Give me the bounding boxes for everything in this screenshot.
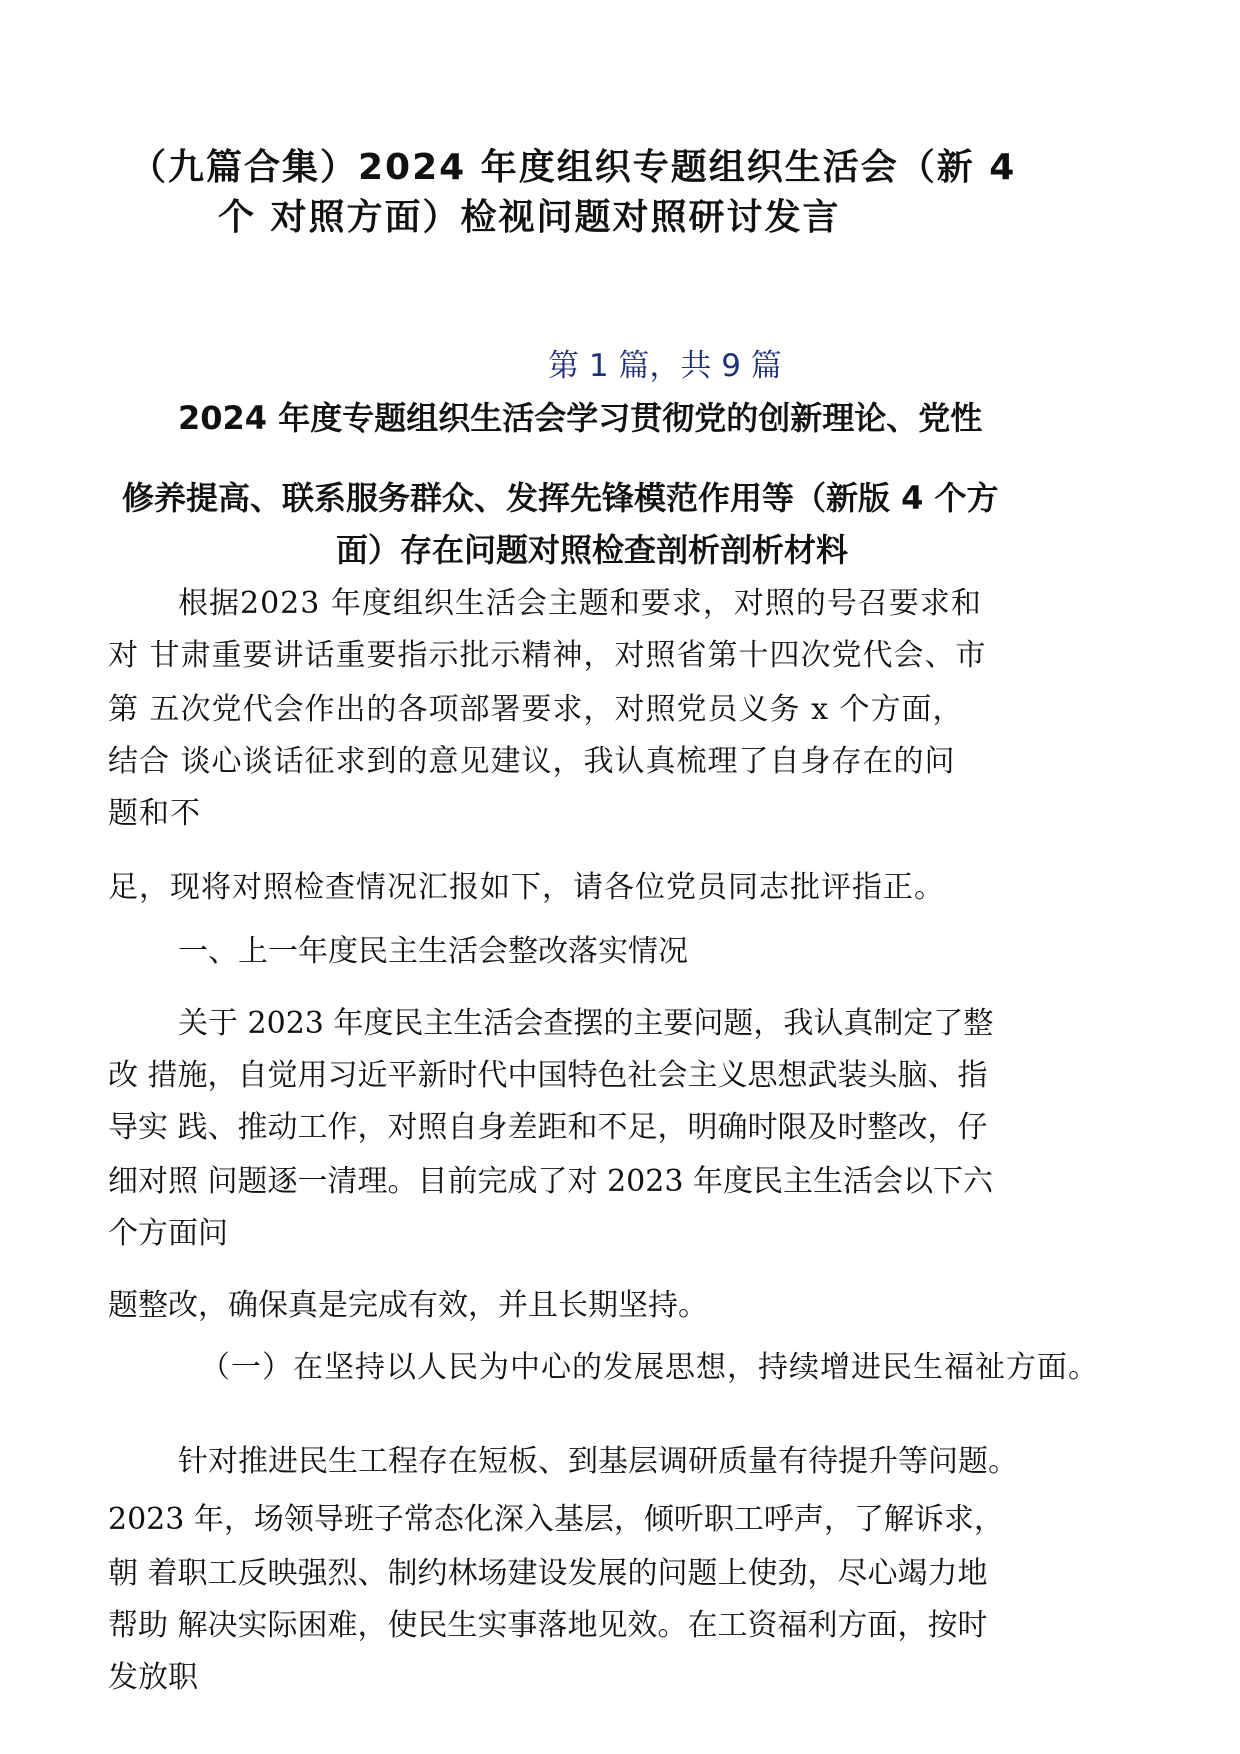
subtitle-line-2: 修养提高、联系服务群众、发挥先锋模范作用等（新版 4 个方 bbox=[122, 479, 999, 517]
paragraph-2-line-3: 导实 践、推动工作，对照自身差距和不足，明确时限及时整改，仔 bbox=[108, 1110, 988, 1145]
paragraph-3-line-5: 发放职 bbox=[108, 1660, 198, 1695]
paragraph-3-line-3: 朝 着职工反映强烈、制约林场建设发展的问题上使劲，尽心竭力地 bbox=[108, 1556, 988, 1591]
heading-1: 一、上一年度民主生活会整改落实情况 bbox=[178, 934, 688, 969]
paragraph-1-line-4: 结合 谈心谈话征求到的意见建议，我认真梳理了自身存在的问 bbox=[108, 744, 956, 779]
paragraph-1-line-2: 对 甘肃重要讲话重要指示批示精神，对照省第十四次党代会、市 bbox=[108, 638, 987, 673]
paragraph-1-line-6: 足，现将对照检查情况汇报如下，请各位党员同志批评指正。 bbox=[108, 870, 945, 905]
paragraph-2-line-2: 改 措施，自觉用习近平新时代中国特色社会主义思想武装头脑、指 bbox=[108, 1058, 988, 1093]
paragraph-2-line-6: 题整改，确保真是完成有效，并且长期坚持。 bbox=[108, 1288, 708, 1323]
paragraph-2-line-1: 关于 2023 年度民主生活会查摆的主要问题，我认真制定了整 bbox=[178, 1006, 994, 1041]
section-label: 第 1 篇，共 9 篇 bbox=[548, 348, 782, 384]
subtitle-line-3: 面）存在问题对照检查剖析剖析材料 bbox=[336, 531, 849, 569]
subtitle-line-1: 2024 年度专题组织生活会学习贯彻党的创新理论、党性 bbox=[178, 399, 983, 437]
paragraph-1-line-1: 根据2023 年度组织生活会主题和要求，对照的号召要求和 bbox=[178, 586, 982, 621]
paragraph-1-line-5: 题和不 bbox=[108, 796, 201, 831]
paragraph-3-line-2: 2023 年，场领导班子常态化深入基层，倾听职工呼声，了解诉求， bbox=[108, 1502, 1004, 1537]
heading-2: （一）在坚持以人民为中心的发展思想，持续增进民生福祉方面。 bbox=[200, 1350, 1099, 1385]
paragraph-2-line-5: 个方面问 bbox=[108, 1216, 228, 1251]
paragraph-1-line-3: 第 五次党代会作出的各项部署要求，对照党员义务 x 个方面， bbox=[108, 692, 964, 727]
document-title-line-2: 个 对照方面）检视问题对照研讨发言 bbox=[218, 197, 841, 238]
paragraph-3-line-1: 针对推进民生工程存在短板、到基层调研质量有待提升等问题。 bbox=[178, 1444, 1018, 1479]
paragraph-3-line-4: 帮助 解决实际困难，使民生实事落地见效。在工资福利方面，按时 bbox=[108, 1608, 988, 1643]
document-title-line-1: （九篇合集）2024 年度组织专题组织生活会（新 4 bbox=[130, 147, 1017, 188]
paragraph-2-line-4: 细对照 问题逐一清理。目前完成了对 2023 年度民主生活会以下六 bbox=[108, 1164, 993, 1199]
